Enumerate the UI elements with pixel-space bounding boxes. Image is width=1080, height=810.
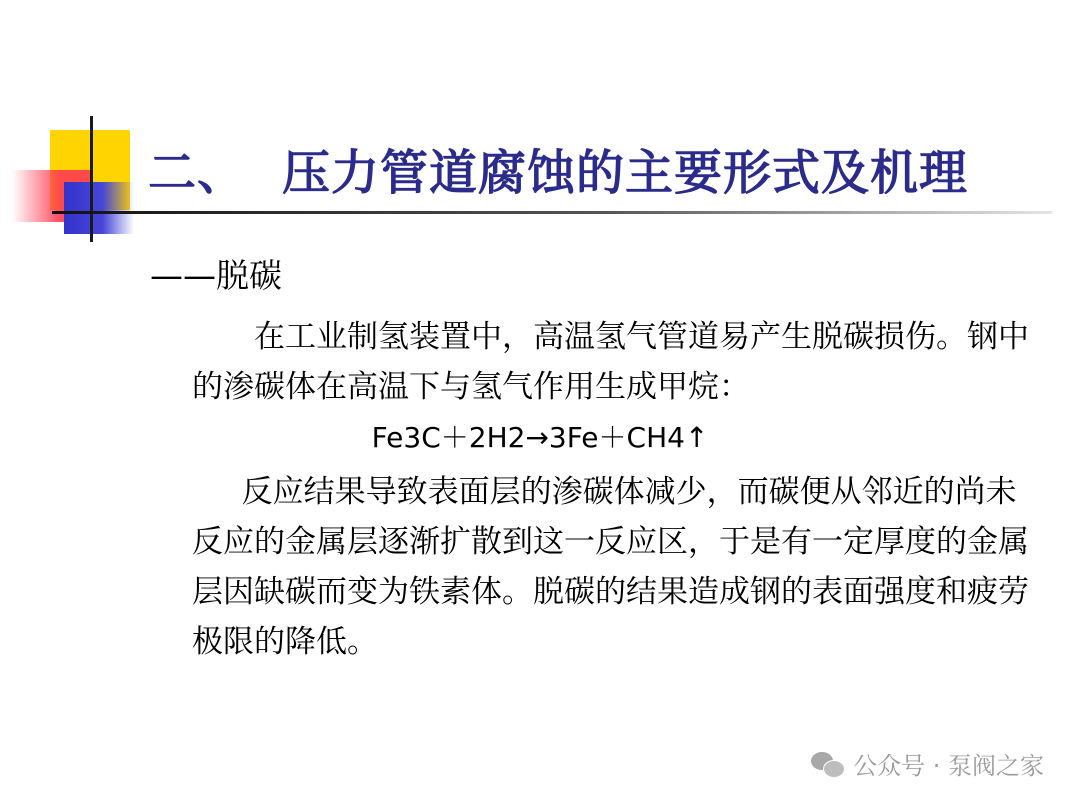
wechat-icon bbox=[811, 750, 845, 778]
slide-title bbox=[148, 134, 968, 203]
watermark bbox=[811, 746, 1044, 781]
paragraph-result: 反应结果导致表面层的渗碳体减少，而碳便从邻近的尚未反应的金属层逐渐扩散到这一反应区，于是有一定厚度的金属层因缺碳而变为铁素体。脱碳的结果造成钢的表面强度和疲劳极限的降低。 bbox=[192, 474, 1029, 660]
paragraph-intro: 在工业制氢装置中，高温氢气管道易产生脱碳损伤。钢中的渗碳体在高温下与氢气作用生成甲烷： bbox=[192, 319, 1029, 405]
title-text: 压力管道腐蚀的主要形式及机理 bbox=[282, 145, 969, 201]
decor-vertical-line bbox=[90, 116, 93, 242]
title-underline bbox=[52, 211, 1052, 214]
decor-blue-block bbox=[64, 182, 134, 234]
watermark-text: 公众号 · 泵阀之家 bbox=[853, 752, 1044, 780]
chemical-formula: Fe3C＋2H2→3Fe＋CH4↑ bbox=[371, 421, 709, 454]
title-number: 二、 bbox=[148, 145, 247, 201]
section-subtitle: ——脱碳 bbox=[150, 256, 282, 295]
